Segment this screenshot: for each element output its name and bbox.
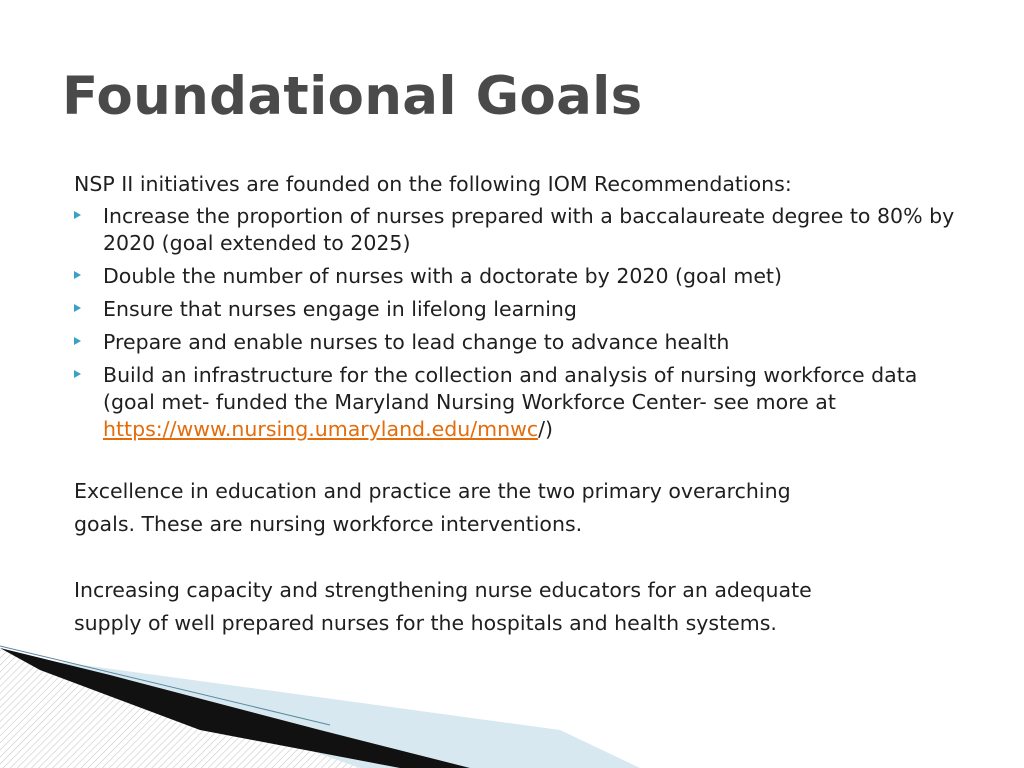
spacer xyxy=(74,541,964,574)
bullet-arrow-icon xyxy=(74,211,81,219)
list-item-text: Build an infrastructure for the collection and analysis of nursing workforce data (goal met- funded the Maryland Nursing Workforce Center- see more at xyxy=(103,363,918,414)
spacer xyxy=(74,449,964,475)
list-item-text: Prepare and enable nurses to lead change to advance health xyxy=(103,330,730,354)
paragraph-line: Excellence in education and practice are the two primary overarching xyxy=(74,479,791,503)
list-item xyxy=(74,362,964,443)
bullet-arrow-icon xyxy=(74,370,81,378)
list-item-text: Double the number of nurses with a doctorate by 2020 (goal met) xyxy=(103,264,782,288)
list-item xyxy=(74,296,964,323)
list-item-text-end: /) xyxy=(538,417,554,441)
bullet-arrow-icon xyxy=(74,337,81,345)
bullet-arrow-icon xyxy=(74,271,81,279)
paragraph-line: Increasing capacity and strengthening nurse educators for an adequate xyxy=(74,578,812,602)
paragraph-line: goals. These are nursing workforce interventions. xyxy=(74,512,583,536)
list-item xyxy=(74,329,964,356)
recommendation-list xyxy=(74,203,964,443)
list-item-text: Ensure that nurses engage in lifelong learning xyxy=(103,297,577,321)
mnwc-link[interactable]: https://www.nursing.umaryland.edu/mnwc xyxy=(103,417,539,441)
bullet-arrow-icon xyxy=(74,304,81,312)
list-item xyxy=(74,203,964,257)
slide-title: Foundational Goals xyxy=(62,66,643,127)
slide-body xyxy=(74,171,964,640)
list-item-text: Increase the proportion of nurses prepared with a baccalaureate degree to 80% by 2020 (goal extended to 2025) xyxy=(103,204,955,255)
intro-text: NSP II initiatives are founded on the following IOM Recommendations: xyxy=(74,172,792,196)
list-item xyxy=(74,263,964,290)
paragraph-line: supply of well prepared nurses for the hospitals and health systems. xyxy=(74,611,777,635)
